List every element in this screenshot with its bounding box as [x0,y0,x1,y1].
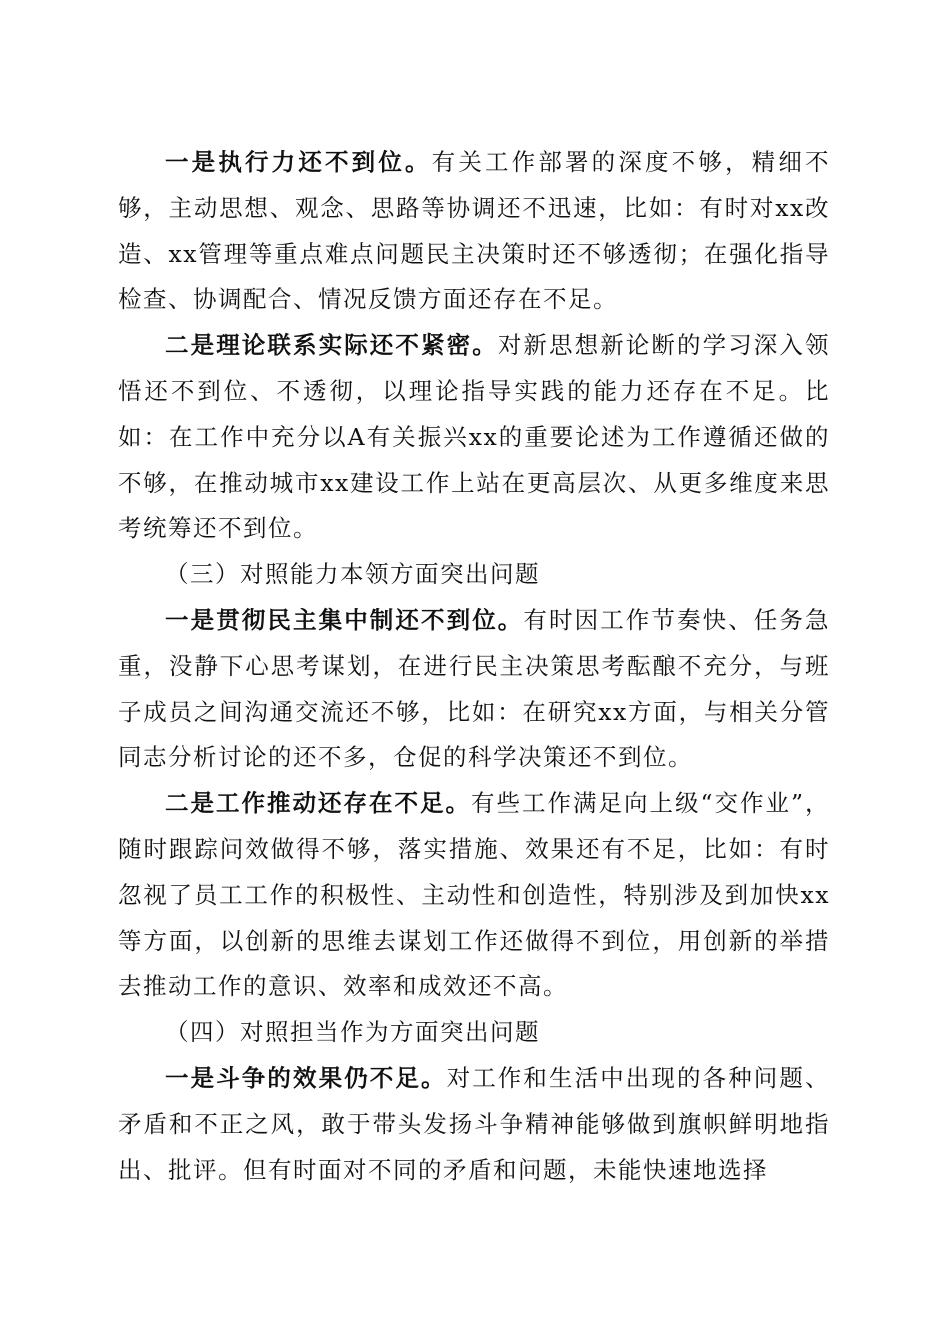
document-body [118,140,830,1193]
paragraph-text: 有关工作部署的深度不够，精细不够，主动思想、观念、思路等协调还不迅速，比如：有时对xx改造、xx管理等重点难点问题民主决策时还不够透彻；在强化指导检查、协调配合、情况反馈方面还存在不足。 [118,148,831,314]
section-heading-3: （三）对照能力本领方面突出问题 [165,560,540,589]
paragraph-lead: 二是理论联系实际还不紧密。 [165,331,498,360]
paragraph-text: 有些工作满足向上级“交作业”，随时跟踪问效做得不够，落实措施、效果还有不足，比如：有时忽视了员工工作的积极性、主动性和创造性，特别涉及到加快xx等方面，以创新的思维去谋划工作还做得不到位，用创新的举措去推动工作的意识、效率和成效还不高。 [118,789,831,1001]
paragraph-work-promotion [118,781,830,1010]
paragraph-text: 对工作和生活中出现的各种问题、矛盾和不正之风，敢于带头发扬斗争精神能够做到旗帜鲜明地指出、批评。但有时面对不同的矛盾和问题，未能快速地选择 [118,1063,831,1184]
paragraph-execution [118,140,830,323]
paragraph-struggle-effect [118,1056,830,1193]
paragraph-text: 有时因工作节奏快、任务急重，没静下心思考谋划，在进行民主决策思考酝酿不充分，与班子成员之间沟通交流还不够，比如：在研究xx方面，与相关分管同志分析讨论的还不多，仓促的科学决策还不到位。 [118,605,831,772]
paragraph-democratic-centralism [118,598,830,781]
paragraph-lead: 一是执行力还不到位。 [165,148,432,176]
paragraph-theory-practice [118,323,830,552]
section-heading-4: （四）对照担当作为方面突出问题 [165,1018,540,1047]
paragraph-text: 对新思想新论断的学习深入领悟还不到位、不透彻，以理论指导实践的能力还存在不足。比如：在工作中充分以A有关振兴xx的重要论述为工作遵循还做的不够，在推动城市xx建设工作上站在更高层次、从更多维度来思考统筹还不到位。 [118,331,831,543]
paragraph-lead: 一是贯彻民主集中制还不到位。 [165,605,524,634]
paragraph-lead: 一是斗争的效果仍不足。 [165,1063,447,1092]
paragraph-lead: 二是工作推动还存在不足。 [165,789,471,818]
